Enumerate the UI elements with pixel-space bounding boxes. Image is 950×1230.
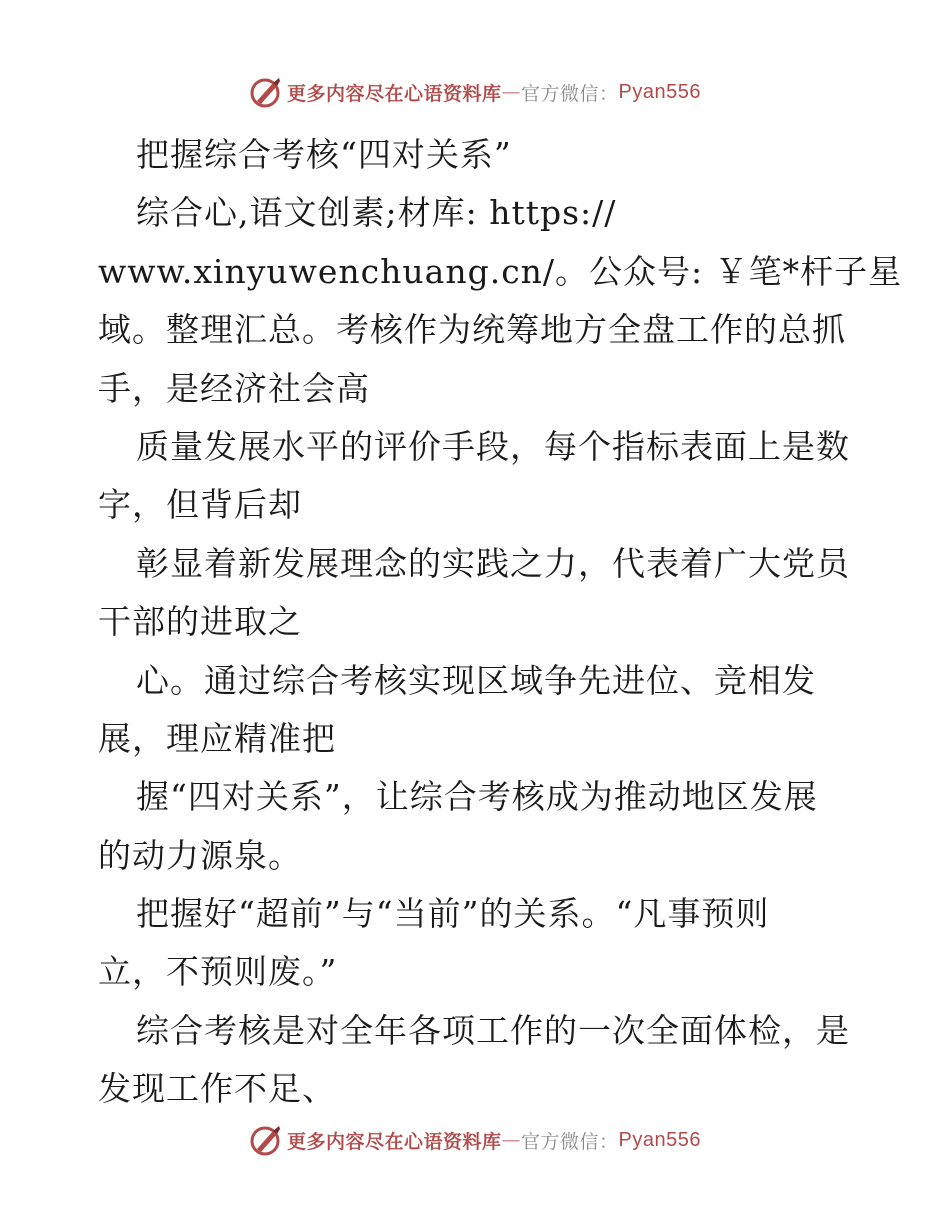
document-body bbox=[98, 126, 903, 1119]
banner-wechat-label: 官方微信： bbox=[521, 82, 619, 105]
text-line: 彰显着新发展理念的实践之力，代表着广大党员 bbox=[136, 543, 850, 583]
document-title: 把握综合考核“四对关系” bbox=[136, 135, 512, 174]
text-line: 握“四对关系”，让综合考核成为推动地区发展 bbox=[136, 777, 818, 817]
pen-logo-icon bbox=[249, 75, 283, 109]
text-line: 心。通过综合考核实现区域争先进位、竞相发 bbox=[136, 660, 816, 700]
section-heading: 把握好“超前”与“当前”的关系。“凡事预则 bbox=[136, 894, 770, 934]
text-line: www.xinyuwenchuang.cn/。公众号: ￥笔*杆子星 bbox=[98, 251, 903, 291]
text-line: 手，是经济社会高 bbox=[98, 368, 370, 408]
banner-wechat-id: Pyan556 bbox=[618, 1128, 701, 1151]
banner-wechat-label: 官方微信： bbox=[521, 1130, 619, 1153]
text-line: 质量发展水平的评价手段，每个指标表面上是数 bbox=[136, 426, 850, 466]
text-line: 的动力源泉。 bbox=[98, 835, 302, 875]
text-line: 发现工作不足、 bbox=[98, 1069, 336, 1109]
banner-title: 更多内容尽在心语资料库 bbox=[287, 1130, 502, 1153]
footer-banner bbox=[0, 1120, 950, 1160]
banner-wechat-id: Pyan556 bbox=[618, 80, 701, 103]
banner-separator: — bbox=[501, 81, 522, 103]
banner-separator: — bbox=[501, 1129, 522, 1151]
text-line: 字，但背后却 bbox=[98, 485, 302, 525]
header-banner bbox=[0, 72, 950, 112]
banner-title: 更多内容尽在心语资料库 bbox=[287, 82, 502, 105]
pen-logo-icon bbox=[249, 1123, 283, 1157]
text-line: 域。整理汇总。考核作为统筹地方全盘工作的总抓 bbox=[98, 310, 846, 350]
text-line: 展，理应精准把 bbox=[98, 718, 336, 758]
text-line: 干部的进取之 bbox=[98, 602, 302, 642]
text-line: 立，不预则废。” bbox=[98, 952, 338, 992]
text-line: 综合考核是对全年各项工作的一次全面体检，是 bbox=[136, 1010, 850, 1050]
text-line: 综合心,语文创素;材库: https:// bbox=[136, 193, 617, 233]
